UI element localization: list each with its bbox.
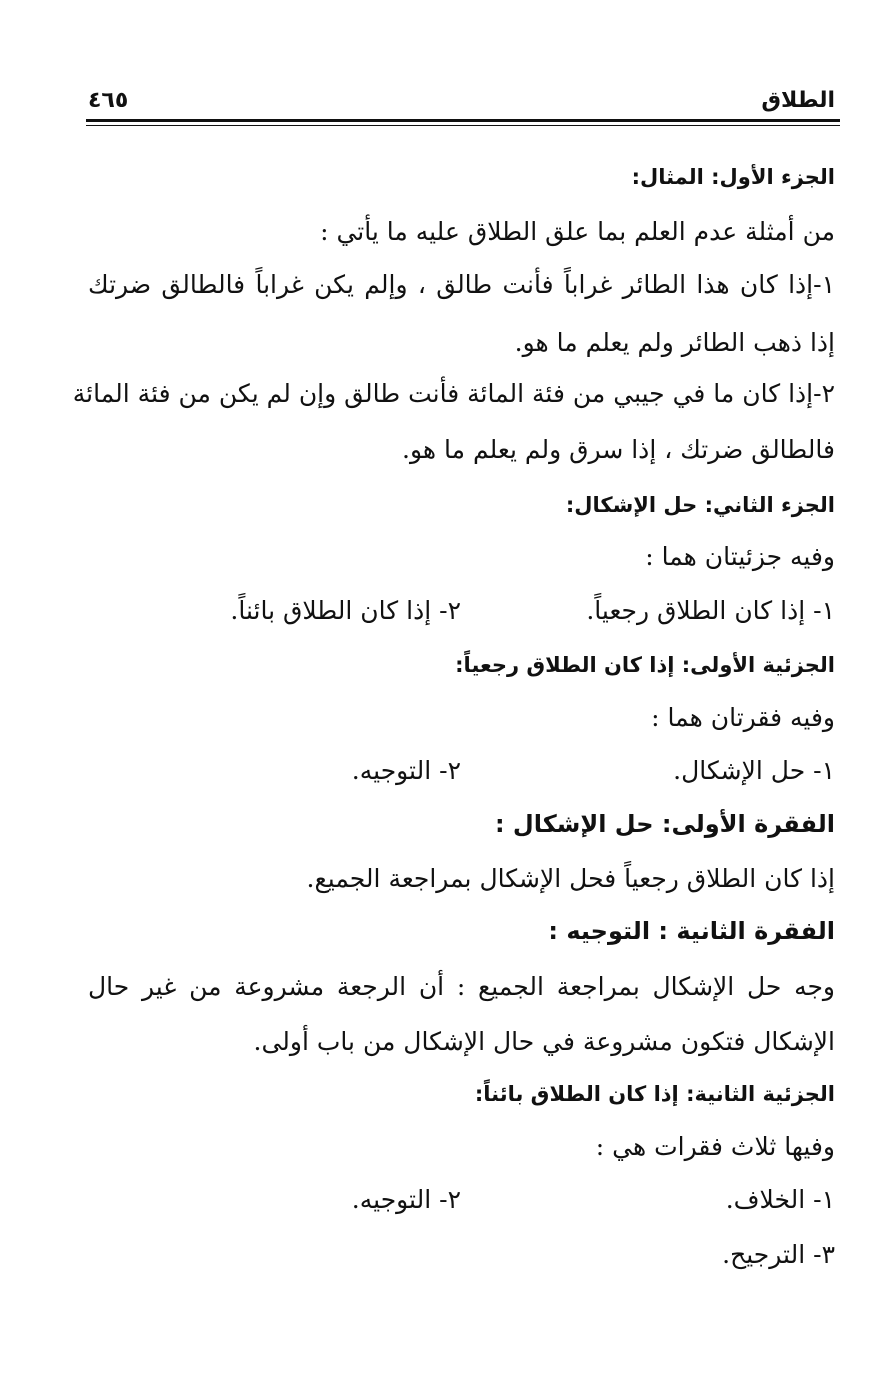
part1-intro: من أمثلة عدم العلم بما علق الطلاق عليه ما يأتي :: [320, 217, 835, 246]
subpart2-list-item-1: ١- الخلاف.: [725, 1185, 835, 1214]
subpart1-intro: وفيه فقرتان هما :: [651, 703, 835, 732]
example1-line2: إذا ذهب الطائر ولم يعلم ما هو.: [514, 328, 835, 357]
paragraph1-text: إذا كان الطلاق رجعياً فحل الإشكال بمراجعة الجميع.: [306, 864, 835, 893]
example2-line2: فالطالق ضرتك ، إذا سرق ولم يعلم ما هو.: [402, 435, 835, 464]
subpart2-intro: وفيها ثلاث فقرات هي :: [595, 1132, 835, 1161]
page-number: ٤٦٥: [88, 88, 129, 113]
running-title: الطلاق: [761, 88, 835, 113]
part2-list-item-1: ١- إذا كان الطلاق رجعياً.: [586, 596, 835, 625]
paragraph1-heading: الفقرة الأولى: حل الإشكال :: [494, 810, 835, 838]
header-rule-thin: [86, 125, 840, 126]
part1-heading: الجزء الأول: المثال:: [631, 165, 835, 189]
example2-line1: ٢-إذا كان ما في جيبي من فئة المائة فأنت طالق وإن لم يكن من فئة المائة: [72, 379, 835, 408]
example1-line1: ١-إذا كان هذا الطائر غراباً فأنت طالق ، وإلم يكن غراباً فالطالق ضرتك: [88, 270, 835, 299]
subpart1-list-item-2: ٢- التوجيه.: [351, 756, 461, 785]
subpart2-list-item-3: ٣- الترجيح.: [722, 1240, 835, 1269]
paragraph2-heading: الفقرة الثانية : التوجيه :: [548, 917, 835, 945]
paragraph2-line1: وجه حل الإشكال بمراجعة الجميع : أن الرجعة مشروعة من غير حال: [88, 972, 835, 1001]
subpart1-list-item-1: ١- حل الإشكال.: [673, 756, 835, 785]
part2-heading: الجزء الثاني: حل الإشكال:: [565, 493, 835, 517]
part2-list-item-2: ٢- إذا كان الطلاق بائناً.: [230, 596, 461, 625]
subpart1-heading: الجزئية الأولى: إذا كان الطلاق رجعياً:: [455, 653, 835, 677]
part2-intro: وفيه جزئيتان هما :: [645, 542, 835, 571]
header-rule: [86, 119, 840, 122]
subpart2-list-item-2: ٢- التوجيه.: [351, 1185, 461, 1214]
paragraph2-line2: الإشكال فتكون مشروعة في حال الإشكال من باب أولى.: [253, 1027, 835, 1056]
subpart2-heading: الجزئية الثانية: إذا كان الطلاق بائناً:: [474, 1082, 835, 1106]
